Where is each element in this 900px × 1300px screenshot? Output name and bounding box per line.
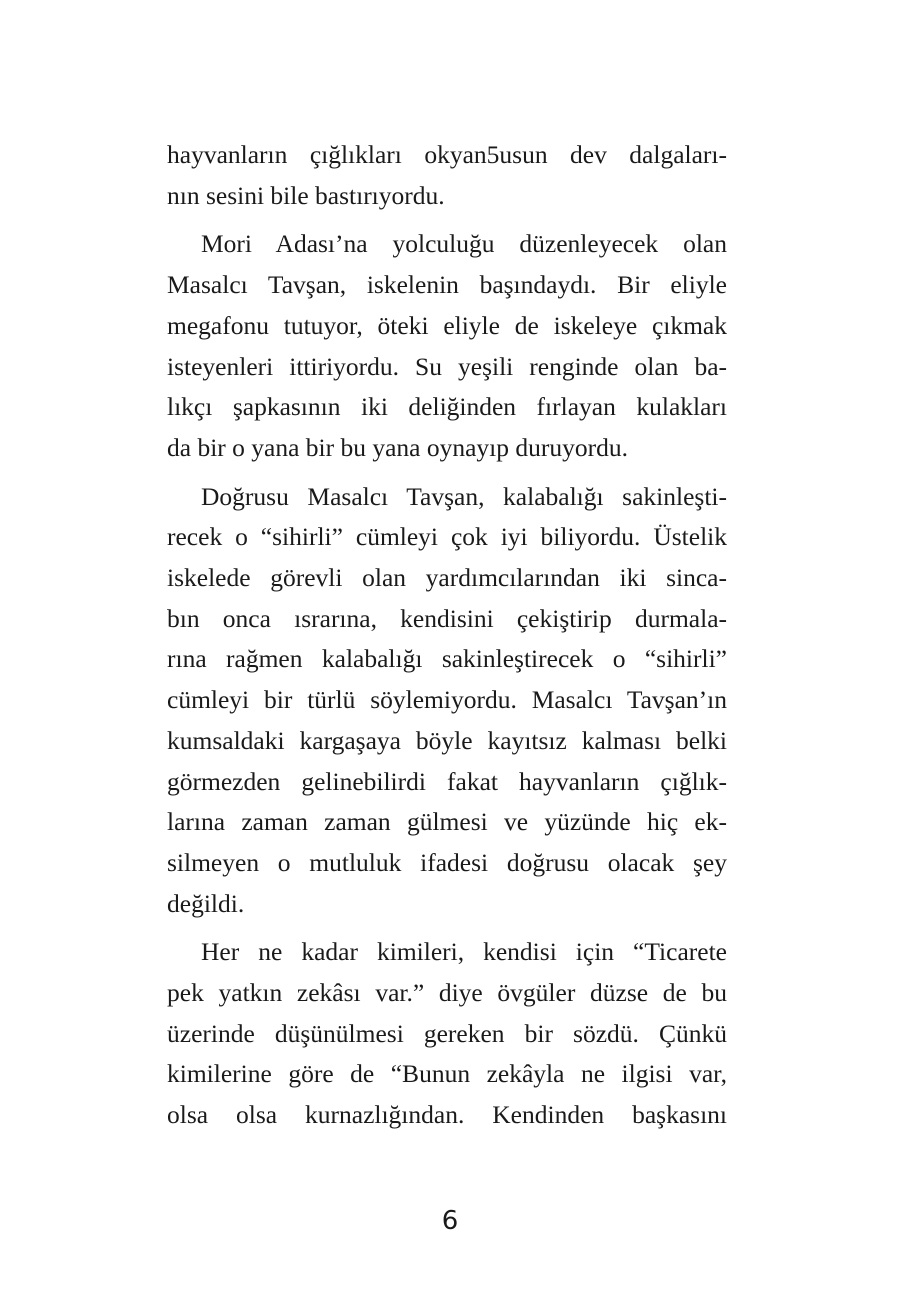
paragraph-3 bbox=[167, 477, 727, 925]
text-line: larına zaman zaman gülmesi ve yüzünde hiç ek- bbox=[167, 807, 727, 837]
text-line: isteyenleri ittiriyordu. Su yeşili renginde olan ba- bbox=[167, 351, 727, 381]
text-line: Her ne kadar kimileri, kendisi için “Ticarete bbox=[201, 937, 727, 967]
body-text bbox=[167, 135, 727, 1136]
page-number: 6 bbox=[441, 1206, 459, 1236]
text-line: iskelede görevli olan yardımcılarından iki sinca- bbox=[167, 563, 727, 593]
text-line: üzerinde düşünülmesi gereken bir sözdü. Çünkü bbox=[167, 1018, 727, 1048]
text-line: silmeyen o mutluluk ifadesi doğrusu olacak şey bbox=[167, 847, 727, 877]
text-line: recek o “sihirli” cümleyi çok iyi biliyordu. Üstelik bbox=[167, 522, 727, 552]
paragraph-4 bbox=[167, 932, 727, 1136]
text-line: cümleyi bir türlü söylemiyordu. Masalcı Tavşan’ın bbox=[167, 685, 727, 715]
text-line: pek yatkın zekâsı var.” diye övgüler düzse de bu bbox=[167, 978, 727, 1008]
text-line: görmezden gelinebilirdi fakat hayvanların çığlık- bbox=[167, 766, 727, 796]
text-line: değildi. bbox=[167, 888, 245, 918]
text-line: kumsaldaki kargaşaya böyle kayıtsız kalması belki bbox=[167, 725, 727, 755]
text-line: Masalcı Tavşan, iskelenin başındaydı. Bir eliyle bbox=[167, 270, 727, 300]
text-line: olsa olsa kurnazlığından. Kendinden başkasını bbox=[167, 1100, 727, 1130]
text-line: hayvanların çığlıkları okyan5usun dev dalgaları- bbox=[167, 140, 727, 169]
text-line: rına rağmen kalabalığı sakinleştirecek o “sihirli” bbox=[167, 644, 727, 674]
text-line: Mori Adası’na yolculuğu düzenleyecek olan bbox=[201, 229, 727, 259]
text-line: nın sesini bile bastırıyordu. bbox=[167, 180, 445, 210]
paragraph-1 bbox=[167, 135, 727, 216]
text-line: bın onca ısrarına, kendisini çekiştirip durmala- bbox=[167, 603, 727, 633]
text-line: da bir o yana bir bu yana oynayıp duruyordu. bbox=[167, 432, 629, 462]
text-line: kimilerine göre de “Bunun zekâyla ne ilgisi var, bbox=[167, 1059, 727, 1089]
text-line: Doğrusu Masalcı Tavşan, kalabalığı sakinleşti- bbox=[201, 481, 727, 511]
paragraph-2 bbox=[167, 224, 727, 468]
text-line: lıkçı şapkasının iki deliğinden fırlayan kulakları bbox=[167, 392, 727, 422]
text-line: megafonu tutuyor, öteki eliyle de iskeleye çıkmak bbox=[167, 310, 727, 340]
